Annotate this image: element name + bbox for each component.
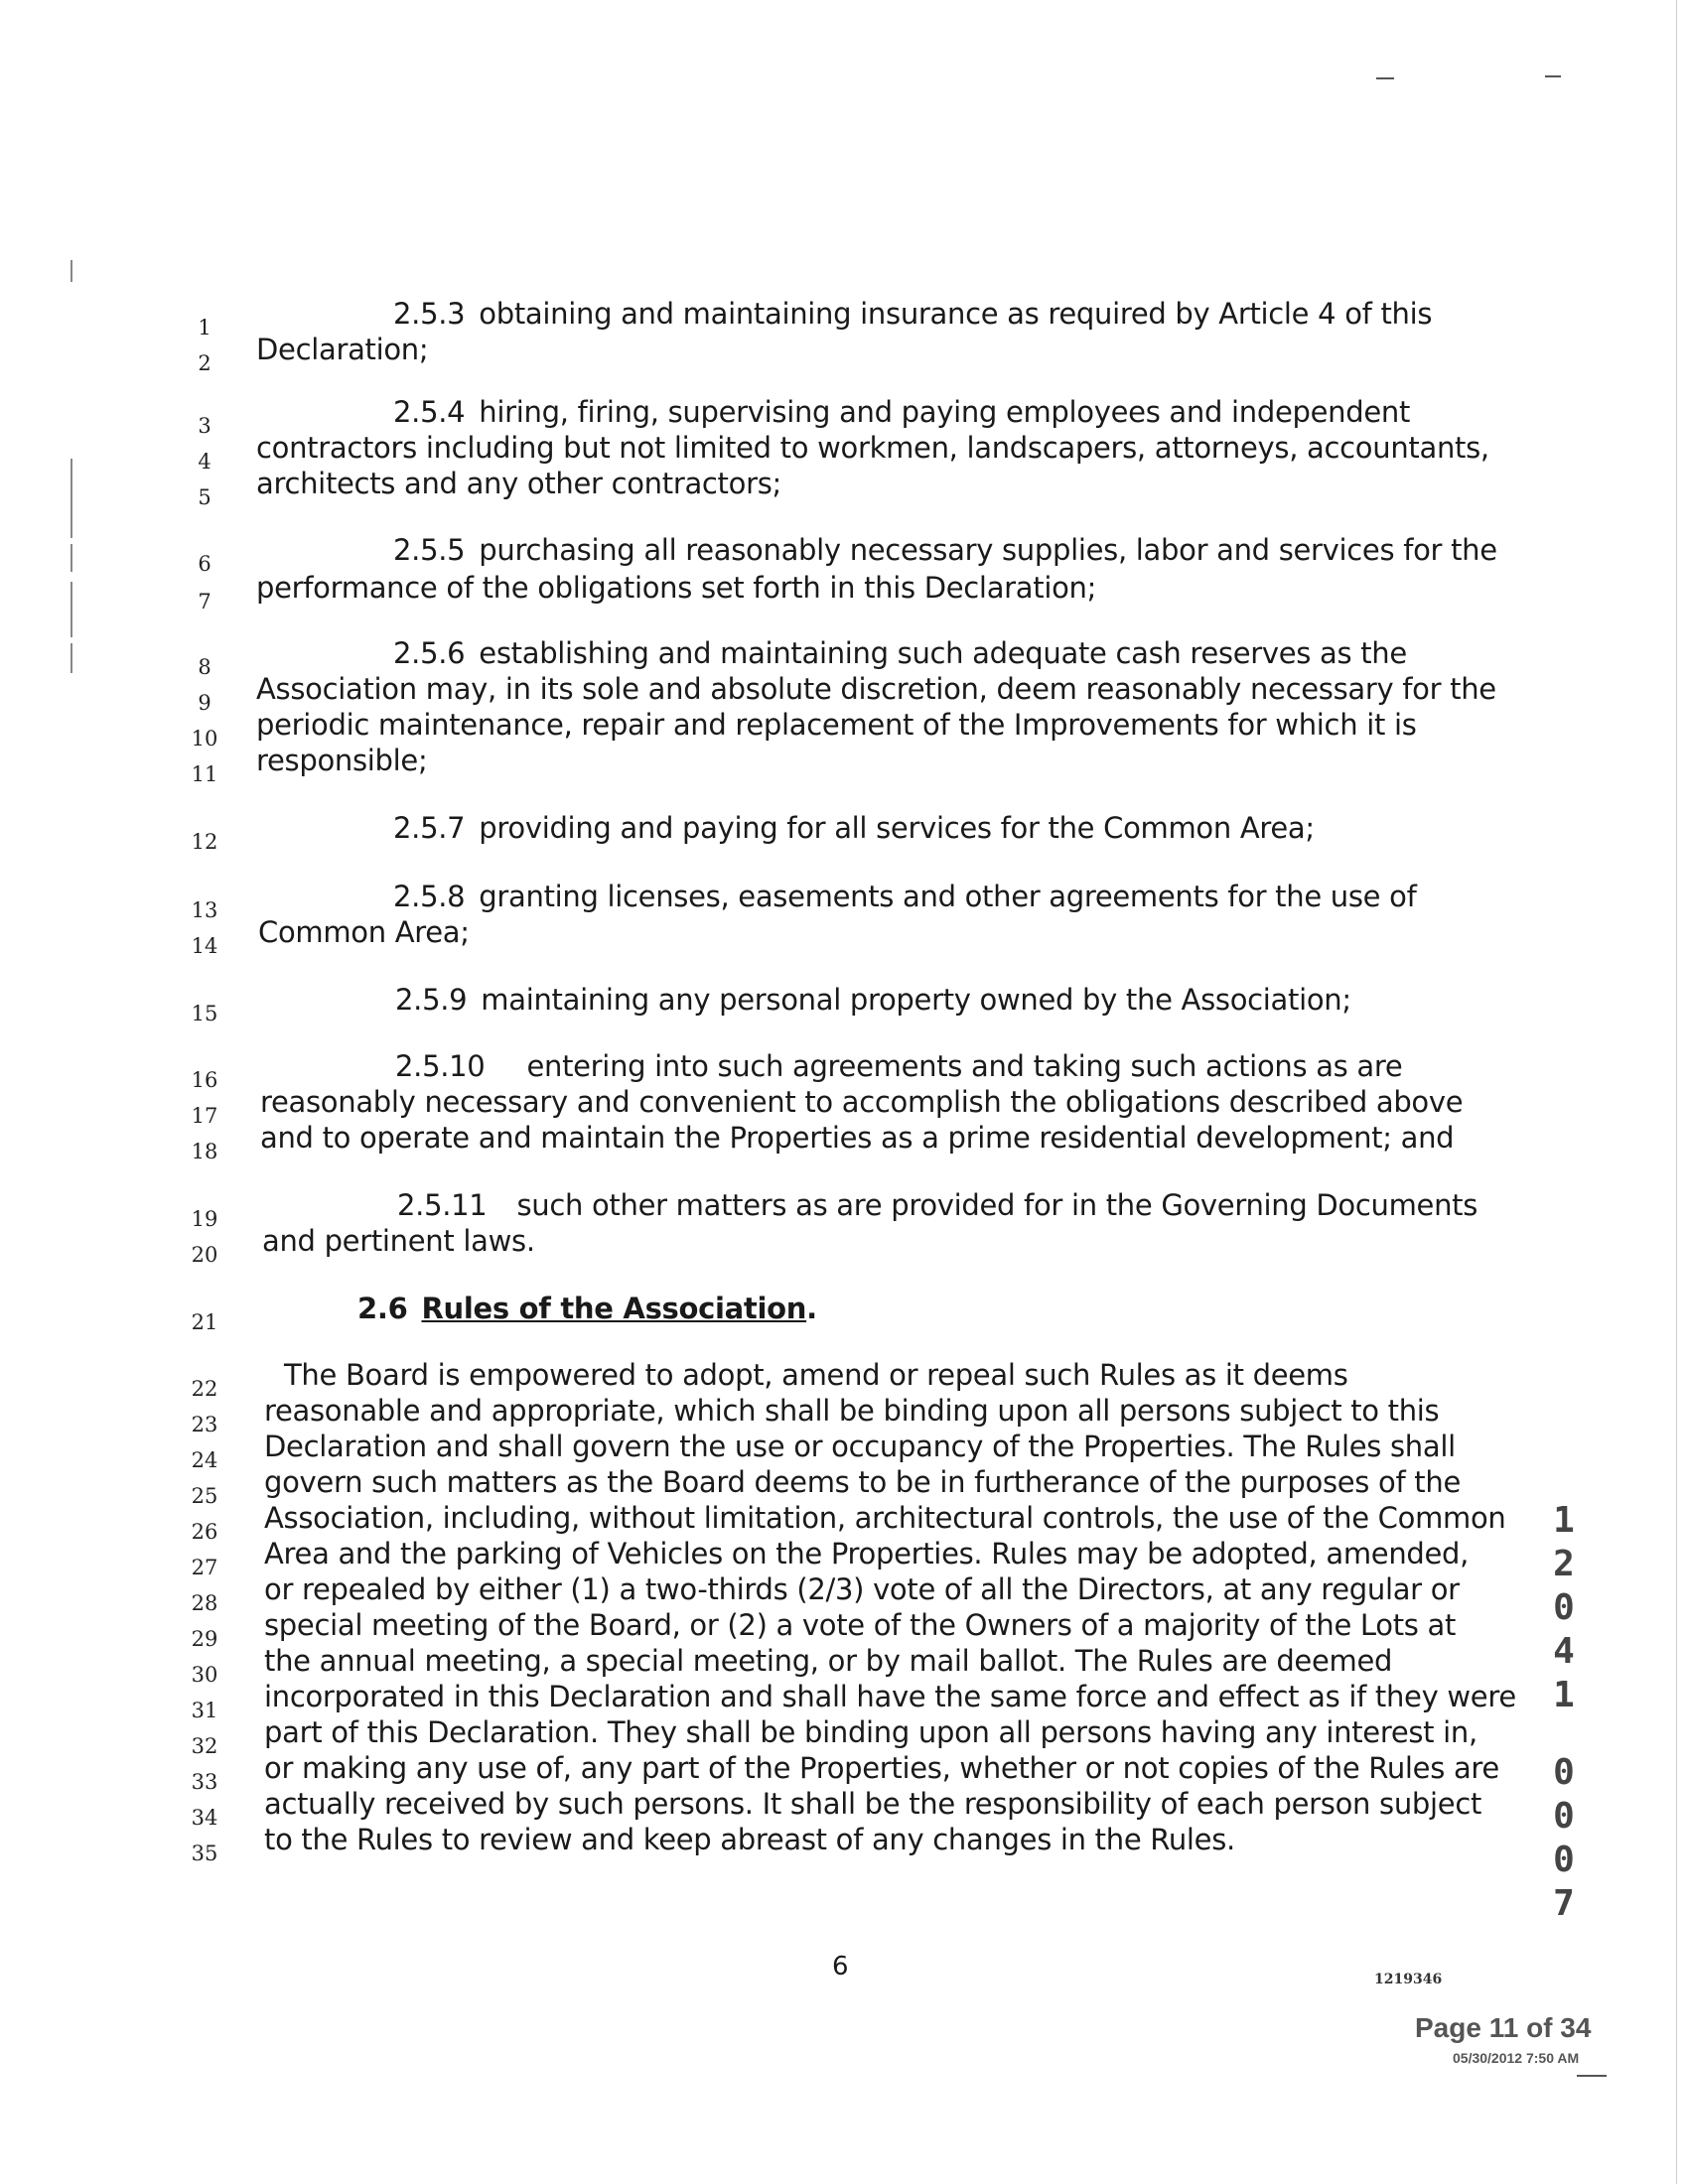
list-item-line: Declaration; [256,333,429,366]
section-title: Rules of the Association [421,1292,807,1325]
stamp-digit: 4 [1553,1631,1575,1672]
line-number: 5 [198,485,211,509]
list-item-line: Common Area; [258,915,470,949]
margin-mark [70,643,72,673]
list-item-line: performance of the obligations set forth in this Declaration; [256,571,1097,605]
stamp-digit: 0 [1553,1796,1575,1837]
item-text: such other matters as are provided for in the Governing Documents [516,1188,1478,1222]
scan-dash [1577,2075,1607,2077]
line-number: 28 [191,1591,218,1615]
item-number: 2.5.3 [393,297,466,331]
section-title-period: . [806,1292,817,1325]
item-number: 2.5.9 [395,983,468,1017]
stamp-digit: 0 [1553,1840,1575,1880]
scan-edge-line [1676,0,1677,2184]
line-number: 35 [191,1842,218,1865]
margin-mark [70,260,72,282]
line-number: 14 [191,934,218,958]
line-number: 32 [191,1734,218,1758]
line-number: 17 [191,1104,218,1128]
line-number: 22 [191,1377,218,1401]
document-id: 1219346 [1374,1972,1443,1987]
line-number: 30 [191,1663,218,1687]
section-heading [357,1291,817,1326]
list-item-first-line [395,1048,1402,1084]
line-number: 7 [198,590,211,614]
item-text: granting licenses, easements and other agreements for the use of [479,880,1417,913]
paragraph-line: the annual meeting, a special meeting, or by mail ballot. The Rules are deemed [264,1644,1393,1678]
item-text: providing and paying for all services for the Common Area; [479,811,1315,845]
line-number: 34 [191,1806,218,1830]
line-number: 25 [191,1484,218,1508]
paragraph-line: part of this Declaration. They shall be binding upon all persons having any interest in, [264,1715,1477,1749]
list-item-first-line [395,982,1351,1018]
line-number: 19 [191,1207,218,1231]
scan-dash [1376,77,1394,79]
margin-mark [70,459,72,538]
paragraph-line: The Board is empowered to adopt, amend or repeal such Rules as it deems [284,1358,1348,1392]
item-text: establishing and maintaining such adequate cash reserves as the [479,636,1407,670]
margin-mark [70,544,72,572]
line-number: 20 [191,1243,218,1267]
paragraph-line: Association, including, without limitation, architectural controls, the use of the Common [264,1501,1506,1535]
list-item-line: responsible; [256,744,428,777]
paragraph-line: Declaration and shall govern the use or occupancy of the Properties. The Rules shall [264,1430,1456,1463]
line-number: 4 [198,450,211,474]
item-number: 2.5.7 [393,811,466,845]
margin-mark [70,582,72,637]
scan-dash [1545,75,1561,77]
paragraph-line: or making any use of, any part of the Properties, whether or not copies of the Rules are [264,1751,1499,1785]
line-number: 16 [191,1068,218,1092]
line-number: 2 [198,351,211,375]
list-item-first-line [393,296,1432,332]
item-number: 2.5.10 [395,1049,486,1083]
line-number: 18 [191,1140,218,1163]
list-item-first-line [393,879,1417,914]
paragraph-line: govern such matters as the Board deems to be in furtherance of the purposes of the [264,1465,1461,1499]
recording-number-stamp [1549,1499,1579,1926]
list-item-line: periodic maintenance, repair and replacement of the Improvements for which it is [256,708,1417,742]
list-item-line: reasonably necessary and convenient to accomplish the obligations described above [260,1085,1464,1119]
line-number: 15 [191,1002,218,1025]
line-number: 27 [191,1556,218,1579]
line-number: 13 [191,898,218,922]
paragraph-line: incorporated in this Declaration and shall have the same force and effect as if they were [264,1680,1516,1713]
paragraph-line: or repealed by either (1) a two-thirds (2/3) vote of all the Directors, at any regular or [264,1572,1460,1606]
item-number: 2.5.4 [393,395,466,429]
paragraph-line: special meeting of the Board, or (2) a vote of the Owners of a majority of the Lots at [264,1608,1457,1642]
list-item-first-line [393,394,1410,430]
line-number: 21 [191,1310,218,1334]
page-count: Page 11 of 34 [1415,2012,1592,2043]
item-text: hiring, firing, supervising and paying employees and independent [479,395,1411,429]
section-number: 2.6 [357,1292,408,1325]
line-number: 24 [191,1448,218,1472]
line-number: 23 [191,1413,218,1436]
list-item-line: and pertinent laws. [262,1224,535,1258]
list-item-line: and to operate and maintain the Properties as a prime residential development; and [260,1121,1455,1155]
line-number: 6 [198,552,211,576]
item-text: entering into such agreements and taking such actions as are [526,1049,1403,1083]
item-text: obtaining and maintaining insurance as required by Article 4 of this [479,297,1433,331]
item-number: 2.5.5 [393,533,466,567]
stamp-digit: 0 [1553,1752,1575,1793]
line-number: 31 [191,1699,218,1722]
list-item-first-line [393,532,1497,568]
list-item-line: contractors including but not limited to workmen, landscapers, attorneys, accountants, [256,431,1489,465]
line-number: 8 [198,655,211,679]
stamp-digit: 0 [1553,1587,1575,1628]
paragraph-line: to the Rules to review and keep abreast of any changes in the Rules. [264,1823,1235,1856]
list-item-first-line [393,635,1407,671]
stamp-digit: 1 [1553,1675,1575,1715]
line-number: 12 [191,830,218,854]
page-number: 6 [832,1952,849,1981]
line-number: 29 [191,1627,218,1651]
item-number: 2.5.8 [393,880,466,913]
item-number: 2.5.6 [393,636,466,670]
list-item-line: architects and any other contractors; [256,467,781,500]
line-number: 33 [191,1770,218,1794]
timestamp: 05/30/2012 7:50 AM [1453,2050,1580,2066]
paragraph-line: actually received by such persons. It shall be the responsibility of each person subject [264,1787,1482,1821]
line-number: 1 [198,316,211,340]
list-item-first-line [393,810,1315,846]
item-number: 2.5.11 [397,1188,488,1222]
list-item-line: Association may, in its sole and absolute discretion, deem reasonably necessary for the [256,672,1496,706]
list-item-first-line [397,1187,1477,1223]
item-text: purchasing all reasonably necessary supplies, labor and services for the [479,533,1497,567]
line-number: 9 [198,691,211,715]
stamp-digit: 7 [1553,1883,1575,1924]
line-number: 26 [191,1520,218,1544]
stamp-digit: 2 [1553,1544,1575,1584]
line-number: 11 [191,762,218,786]
paragraph-line: reasonable and appropriate, which shall be binding upon all persons subject to this [264,1394,1440,1428]
line-number: 3 [198,414,211,438]
item-text: maintaining any personal property owned by the Association; [481,983,1351,1017]
paragraph-line: Area and the parking of Vehicles on the Properties. Rules may be adopted, amended, [264,1537,1470,1570]
stamp-digit: 1 [1553,1500,1575,1541]
line-number: 10 [191,727,218,751]
